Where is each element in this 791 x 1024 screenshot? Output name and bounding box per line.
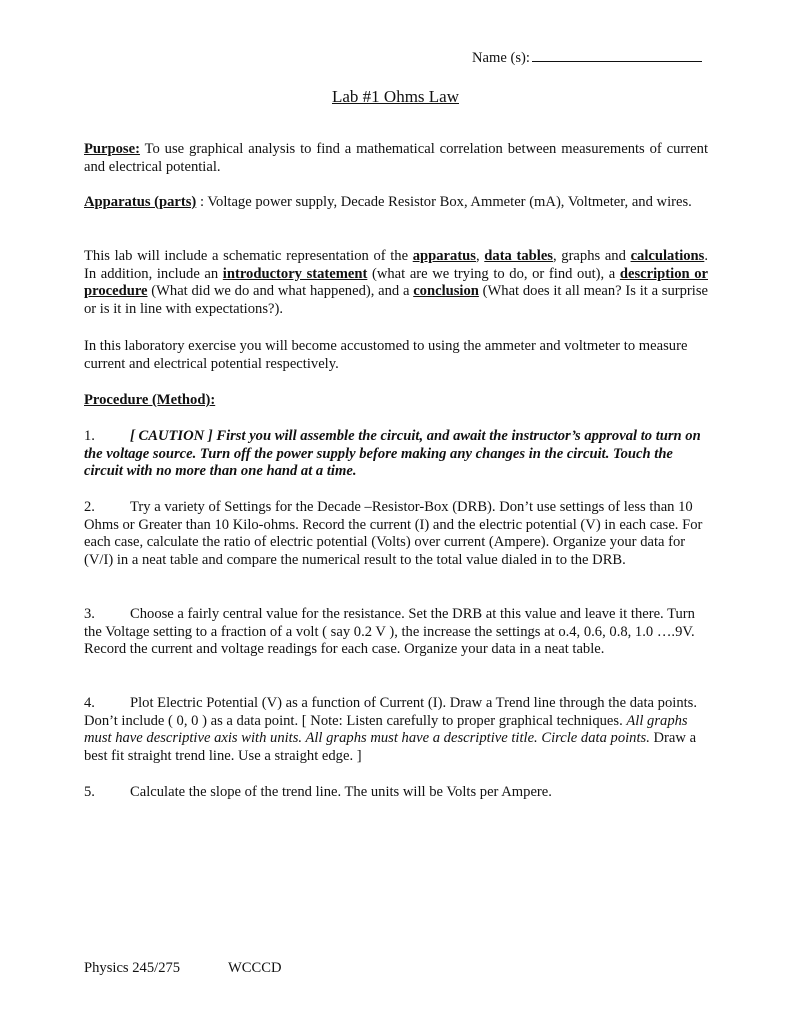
apparatus-paragraph xyxy=(84,194,708,212)
keyword-apparatus: apparatus xyxy=(412,248,476,264)
step-number: 1. xyxy=(84,428,95,444)
step-number: 2. xyxy=(84,499,95,515)
keyword-conclusion: conclusion xyxy=(413,283,479,300)
apparatus-text: : Voltage power supply, Decade Resistor Box, Ammeter (mA), Voltmeter, and wires. xyxy=(196,194,692,210)
keyword-description-or-procedure: description or procedure xyxy=(84,265,708,300)
step-number: 5. xyxy=(84,784,95,800)
footer-college: WCCCD xyxy=(228,960,282,976)
keyword-calculations: calculations xyxy=(630,248,705,264)
name-label: Name (s): xyxy=(472,50,530,66)
page-title: Lab #1 Ohms Law xyxy=(331,87,459,106)
procedure-step xyxy=(84,784,708,802)
footer-course: Physics 245/275 xyxy=(84,960,181,976)
step-text: Draw a best fit straight trend line. Use a straight edge. ] xyxy=(84,730,697,764)
name-blank-line xyxy=(532,47,702,62)
step-text-italic: All graphs must have descriptive axis with units. All graphs must have a descriptive title. Circle data points. xyxy=(84,712,688,747)
name-field xyxy=(472,47,702,68)
procedure-step xyxy=(84,499,708,569)
purpose-label: Purpose: xyxy=(84,141,140,157)
intro-text-4: . In addition, include an xyxy=(84,248,708,282)
procedure-step xyxy=(84,695,708,765)
exercise-paragraph: In this laboratory exercise you will become accustomed to using the ammeter and voltmeter to measure current and electrical potential respectively. xyxy=(84,338,688,372)
step-number: 4. xyxy=(84,695,95,711)
procedure-heading: Procedure (Method): xyxy=(84,392,216,408)
step-text: [ CAUTION ] First you will assemble the circuit, and await the instructor’s approval to turn on the voltage source. Turn off the power supply before making any changes in the circuit. Touch the circuit with no more than one hand at a time. xyxy=(84,428,701,480)
intro-text-3: , graphs and xyxy=(552,248,631,264)
intro-text-1: This lab will include a schematic representation of the xyxy=(84,248,413,264)
purpose-paragraph xyxy=(84,141,708,176)
intro-text-7: (What does it all mean? Is it a surprise or is it in line with expectations?). xyxy=(84,283,709,317)
keyword-introductory-statement: introductory statement xyxy=(222,265,368,282)
step-number: 3. xyxy=(84,606,95,622)
step-text: Plot Electric Potential (V) as a function of Current (I). Draw a Trend line through the data points. Don’t include ( 0, 0 ) as a data point. [ Note: Listen carefully to proper graphical techniques. xyxy=(84,695,697,729)
apparatus-label: Apparatus (parts) xyxy=(84,194,197,210)
step-text: Calculate the slope of the trend line. The units will be Volts per Ampere. xyxy=(130,784,552,800)
intro-text-5: (what are we trying to do, or find out), a xyxy=(367,265,620,282)
purpose-text: To use graphical analysis to find a mathematical correlation between measurements of current and electrical potential. xyxy=(84,141,708,175)
intro-paragraph xyxy=(84,248,708,318)
procedure-step xyxy=(84,606,708,659)
step-text: Choose a fairly central value for the resistance. Set the DRB at this value and leave it there. Turn the Voltage setting to a fraction of a volt ( say 0.2 V ), the increase the settings at o.4, 0.6, 0.8, 1.0 ….9V. Record the current and voltage readings for each case. Organize your data in a neat table. xyxy=(84,606,695,658)
procedure-step xyxy=(84,428,708,481)
intro-text-6: (What did we do and what happened), and a xyxy=(147,283,414,300)
step-text: Try a variety of Settings for the Decade –Resistor-Box (DRB). Don’t use settings of less than 10 Ohms or Greater than 10 Kilo-ohms. Record the current (I) and the electric potential (V) in each case. For each case, calculate the ratio of electric potential (Volts) over current (Ampere). Organize your data for (V/I) in a neat table and compare the numerical result to the total value dialed in to the DRB. xyxy=(84,499,703,568)
page-footer xyxy=(84,960,282,978)
intro-text-2: , xyxy=(475,248,485,264)
keyword-data-tables: data tables xyxy=(484,248,553,264)
procedure-heading-line xyxy=(84,392,708,410)
